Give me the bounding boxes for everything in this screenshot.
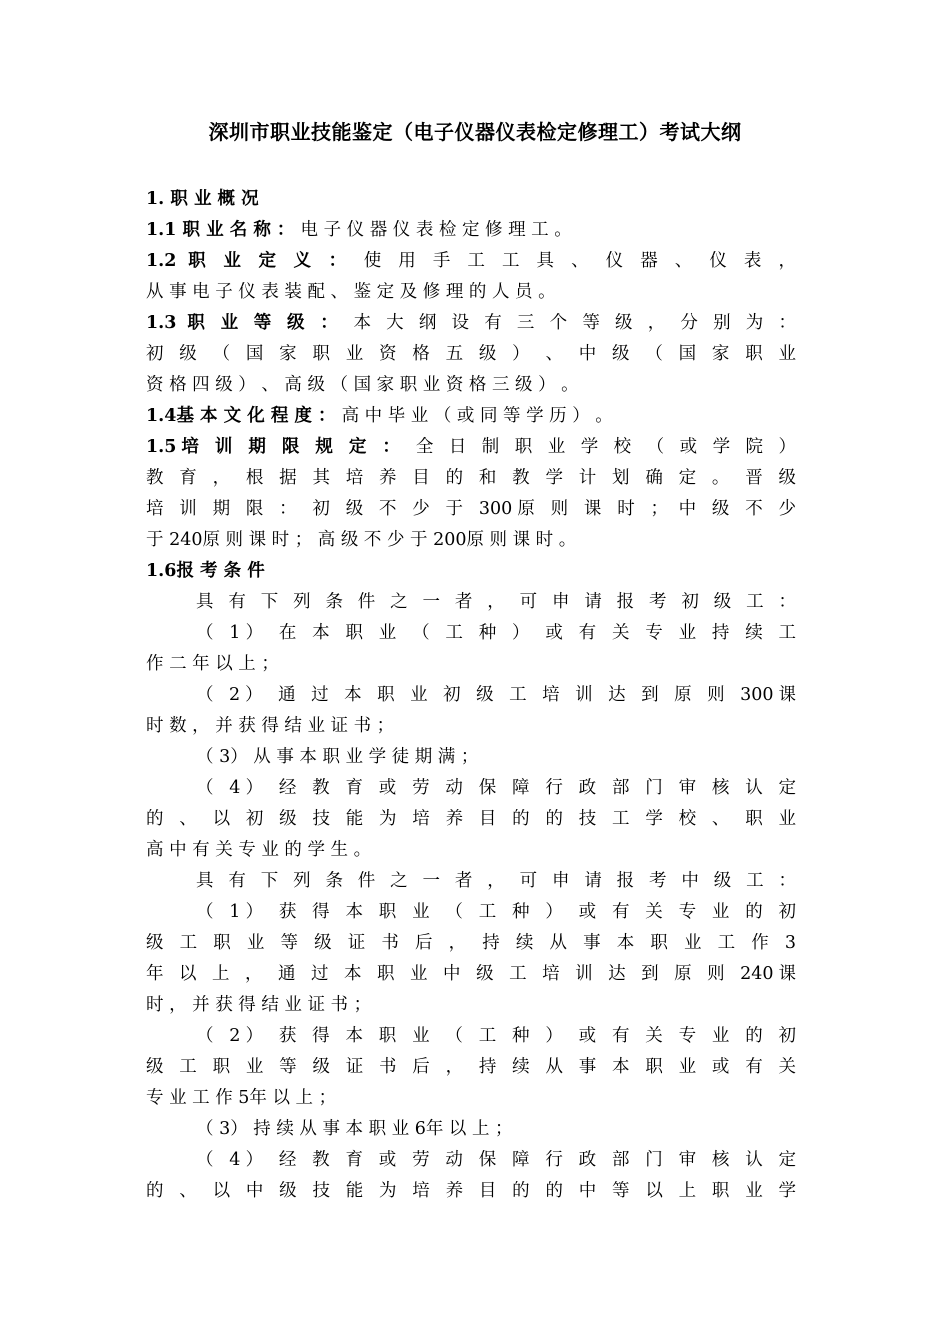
paragraph-text: （ 1） 在 本 职 业 （ 工 种 ） 或 有 关 专 业 持 续 工 xyxy=(196,623,796,643)
text-line xyxy=(196,618,796,649)
text-line xyxy=(146,184,796,215)
paragraph-text: （ 4） 经 教 育 或 劳 动 保 障 行 政 部 门 审 核 认 定 xyxy=(196,778,796,798)
section-text: 全 日 制 职 业 学 校 （ 或 学 院 ） xyxy=(415,437,796,457)
text-line xyxy=(146,928,796,959)
paragraph-text: 具 有 下 列 条 件 之 一 者 ， 可 申 请 报 考 中 级 工 ： xyxy=(196,871,796,891)
section-heading: 1.1 职 业 名 称 ： xyxy=(146,220,301,240)
text-line xyxy=(146,401,796,432)
paragraph-text: 专 业 工 作 5年 以 上 ； xyxy=(146,1088,337,1108)
text-line xyxy=(196,773,796,804)
paragraph-text: 级 工 职 业 等 级 证 书 后 ， 持 续 从 事 本 职 业 工 作 3 xyxy=(146,933,796,953)
text-line xyxy=(146,525,796,556)
paragraph-text: 培 训 期 限 ： 初 级 不 少 于 300原 则 课 时 ； 中 级 不 少 xyxy=(146,499,796,519)
paragraph-text: 作 二 年 以 上 ； xyxy=(146,654,279,674)
paragraph-text: 资 格 四 级 ） 、 高 级 （ 国 家 职 业 资 格 三 级 ） 。 xyxy=(146,375,579,395)
text-line xyxy=(146,959,796,990)
text-line xyxy=(146,339,796,370)
paragraph-text: 时 数 ， 并 获 得 结 业 证 书 ； xyxy=(146,716,395,736)
text-line xyxy=(196,897,796,928)
text-line xyxy=(196,680,796,711)
page-title: 深圳市职业技能鉴定（电子仪器仪表检定修理工）考试大纲 xyxy=(208,120,742,144)
text-line xyxy=(196,1021,796,1052)
paragraph-text: 从 事 电 子 仪 表 装 配 、 鉴 定 及 修 理 的 人 员 。 xyxy=(146,282,556,302)
paragraph-text: 初 级 （ 国 家 职 业 资 格 五 级 ） 、 中 级 （ 国 家 职 业 xyxy=(146,344,796,364)
text-line xyxy=(146,432,796,463)
text-line xyxy=(196,1145,796,1176)
text-line xyxy=(146,370,796,401)
text-line xyxy=(146,1052,796,1083)
text-line xyxy=(146,277,796,308)
text-line xyxy=(196,1114,796,1145)
paragraph-text: 级 工 职 业 等 级 证 书 后 ， 持 续 从 事 本 职 业 或 有 关 xyxy=(146,1057,796,1077)
section-heading: 1.4基 本 文 化 程 度 ： xyxy=(146,406,342,426)
section-heading: 1.3 职 业 等 级 ： xyxy=(146,313,354,333)
text-line xyxy=(146,494,796,525)
text-line xyxy=(146,215,796,246)
paragraph-text: 年 以 上 ， 通 过 本 职 业 中 级 工 培 训 达 到 原 则 240课 xyxy=(146,964,796,984)
text-line xyxy=(146,835,796,866)
text-line xyxy=(146,308,796,339)
section-text: 高 中 毕 业 （ 或 同 等 学 历 ） 。 xyxy=(341,406,613,426)
text-line xyxy=(196,742,796,773)
section-heading: 1.2 职 业 定 义 ： xyxy=(146,251,364,271)
paragraph-text: 高 中 有 关 专 业 的 学 生 。 xyxy=(146,840,372,860)
section-text: 本 大 纲 设 有 三 个 等 级 ， 分 别 为 ： xyxy=(353,313,796,333)
paragraph-text: （ 3） 持 续 从 事 本 职 业 6年 以 上 ； xyxy=(196,1119,513,1139)
paragraph-text: （ 1） 获 得 本 职 业 （ 工 种 ） 或 有 关 专 业 的 初 xyxy=(196,902,796,922)
paragraph-text: （ 4） 经 教 育 或 劳 动 保 障 行 政 部 门 审 核 认 定 xyxy=(196,1150,796,1170)
text-line xyxy=(146,556,796,587)
text-line xyxy=(146,649,796,680)
section-heading: 1.5培 训 期 限 规 定 ： xyxy=(146,437,416,457)
paragraph-text: 教 育 ， 根 据 其 培 养 目 的 和 教 学 计 划 确 定 。 晋 级 xyxy=(146,468,796,488)
text-line xyxy=(146,1176,796,1207)
text-line xyxy=(146,463,796,494)
section-heading: 1. 职 业 概 况 xyxy=(146,189,259,209)
paragraph-text: 的 、 以 中 级 技 能 为 培 养 目 的 的 中 等 以 上 职 业 学 xyxy=(146,1181,796,1201)
paragraph-text: （ 3） 从 事 本 职 业 学 徒 期 满 ； xyxy=(196,747,479,767)
paragraph-text: 具 有 下 列 条 件 之 一 者 ， 可 申 请 报 考 初 级 工 ： xyxy=(196,592,796,612)
text-line xyxy=(196,587,796,618)
text-line xyxy=(196,866,796,897)
section-heading: 1.6报 考 条 件 xyxy=(146,561,265,581)
text-line xyxy=(146,990,796,1021)
text-line xyxy=(146,1083,796,1114)
paragraph-text: 的 、 以 初 级 技 能 为 培 养 目 的 的 技 工 学 校 、 职 业 xyxy=(146,809,796,829)
paragraph-text: （ 2） 获 得 本 职 业 （ 工 种 ） 或 有 关 专 业 的 初 xyxy=(196,1026,796,1046)
section-text: 电 子 仪 器 仪 表 检 定 修 理 工 。 xyxy=(300,220,572,240)
text-line xyxy=(146,246,796,277)
text-line xyxy=(146,804,796,835)
paragraph-text: 于 240原 则 课 时 ； 高 级 不 少 于 200原 则 课 时 。 xyxy=(146,530,577,550)
paragraph-text: （ 2） 通 过 本 职 业 初 级 工 培 训 达 到 原 则 300课 xyxy=(196,685,796,705)
text-line xyxy=(146,711,796,742)
paragraph-text: 时 ， 并 获 得 结 业 证 书 ； xyxy=(146,995,372,1015)
section-text: 使 用 手 工 工 具 、 仪 器 、 仪 表 ， xyxy=(363,251,796,271)
